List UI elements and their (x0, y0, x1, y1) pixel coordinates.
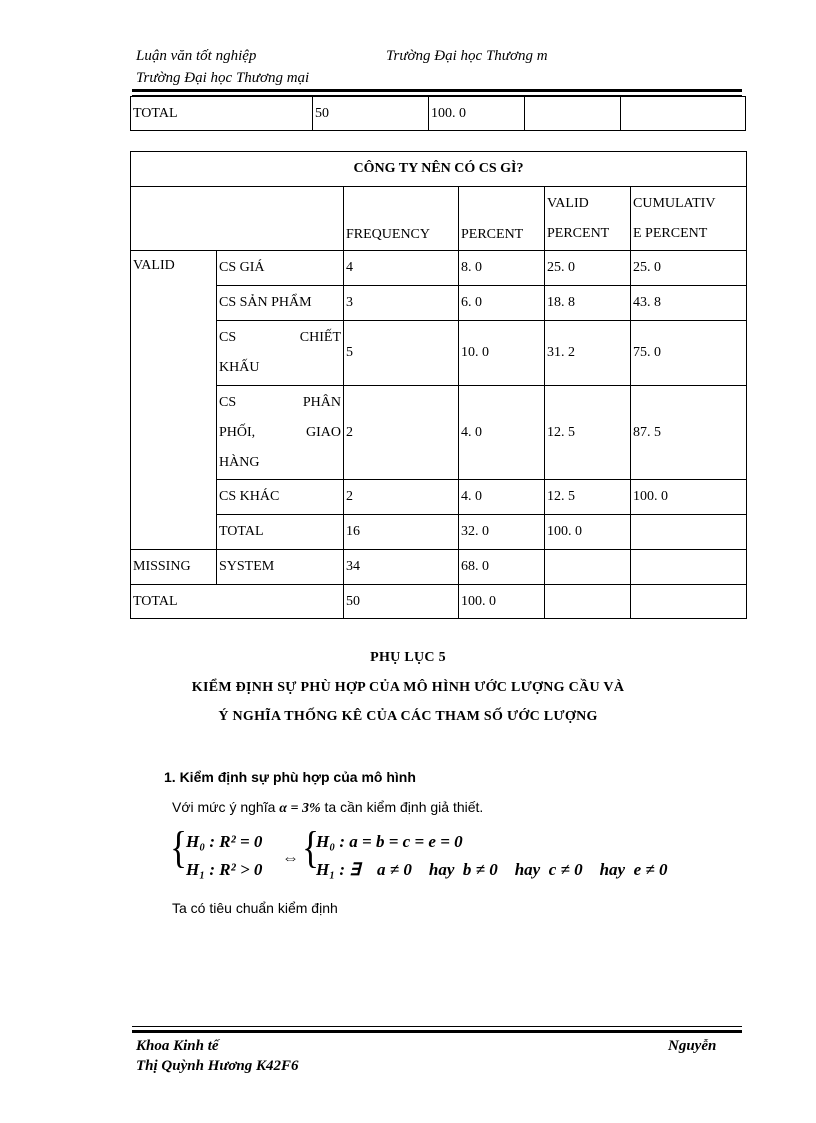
row-label: CS GIÁ (217, 251, 344, 286)
row-cumulative-percent (631, 515, 747, 550)
missing-valid-empty (545, 550, 631, 585)
table-title: CÔNG TY NÊN CÓ CS GÌ? (131, 152, 747, 187)
header-blank (131, 187, 344, 251)
footer-left-line1: Khoa Kinh tế (136, 1038, 219, 1054)
prev-table-total (130, 96, 746, 131)
header-frequency: FREQUENCY (344, 187, 459, 251)
section-paragraph-1 (172, 799, 483, 817)
total-valid-empty (545, 585, 631, 619)
row-valid-percent: 100. 0 (545, 515, 631, 550)
row-percent: 4. 0 (459, 386, 545, 480)
row-frequency: 3 (344, 286, 459, 321)
appendix-subtitle-2: Ý NGHĨA THỐNG KÊ CỦA CÁC THAM SỐ ƯỚC LƯỢNG (218, 709, 598, 724)
valid-label: VALID (131, 251, 217, 550)
footer-left-line2: Thị Quỳnh Hương K42F6 (136, 1058, 299, 1074)
para1-pre: Với mức ý nghĩa (172, 799, 280, 815)
row-valid-percent: 18. 8 (545, 286, 631, 321)
row-frequency: 16 (344, 515, 459, 550)
header-cumulative-percent (631, 187, 747, 251)
header-valid-l1: VALID (547, 195, 589, 211)
header-valid-l2: PERCENT (547, 225, 610, 241)
prev-total-percent: 100. 0 (429, 97, 525, 131)
table-row (131, 286, 747, 321)
right-brace: { (302, 823, 320, 872)
row-label: TOTAL (217, 515, 344, 550)
table-row (131, 251, 747, 286)
frequency-table (130, 151, 747, 619)
alpha-equation: α = 3% (279, 801, 321, 816)
row-frequency: 2 (344, 480, 459, 515)
total-frequency: 50 (344, 585, 459, 619)
footer-rule-thick (132, 1030, 742, 1033)
missing-frequency: 34 (344, 550, 459, 585)
hypothesis-left-h0: H₀ : R² = 0 (186, 832, 263, 851)
section-heading: 1. Kiểm định sự phù hợp của mô hình (164, 769, 416, 785)
row-frequency: 4 (344, 251, 459, 286)
row-label-multiline (217, 386, 344, 480)
header-cum-l1: CUMULATIV (633, 195, 716, 211)
row-label-multiline (217, 321, 344, 386)
row-label-l2: KHẤU (219, 360, 260, 375)
row-valid-percent: 12. 5 (545, 386, 631, 480)
total-cum-empty (631, 585, 747, 619)
row-cumulative-percent: 87. 5 (631, 386, 747, 480)
appendix-title: PHỤ LỤC 5 (370, 650, 446, 665)
left-brace: { (170, 823, 188, 872)
table-row (131, 386, 747, 480)
row-label: CS KHÁC (217, 480, 344, 515)
header-rule-thick (132, 89, 742, 92)
hypothesis-right-h1: H₁ : ∃ a ≠ 0 hay b ≠ 0 hay c ≠ 0 hay e ≠ 0 (316, 860, 668, 879)
row-valid-percent: 12. 5 (545, 480, 631, 515)
row-label-l1: CS CHIẾT (219, 330, 341, 345)
row-label-l1: CS PHÂN (219, 394, 341, 410)
header-left-line1: Luận văn tốt nghiệp (136, 48, 257, 64)
header-percent: PERCENT (459, 187, 545, 251)
row-cumulative-percent: 43. 8 (631, 286, 747, 321)
row-cumulative-percent: 25. 0 (631, 251, 747, 286)
row-cumulative-percent: 100. 0 (631, 480, 747, 515)
row-percent: 32. 0 (459, 515, 545, 550)
row-percent: 6. 0 (459, 286, 545, 321)
para1-post: ta cần kiểm định giả thiết. (320, 799, 484, 815)
header-valid-percent (545, 187, 631, 251)
header-left-line2: Trường Đại học Thương mại (136, 70, 310, 86)
row-frequency: 5 (344, 321, 459, 386)
appendix-subtitle-1: KIỂM ĐỊNH SỰ PHÙ HỢP CỦA MÔ HÌNH ƯỚC LƯỢNG CẦU VÀ (191, 680, 625, 695)
table-row (131, 480, 747, 515)
row-label-l3: HÀNG (219, 454, 260, 470)
iff-symbol: ⇔ (282, 848, 299, 867)
prev-total-cumulative (621, 97, 746, 131)
footer-right-line1: Nguyễn (668, 1038, 717, 1054)
missing-cum-empty (631, 550, 747, 585)
row-valid-percent: 31. 2 (545, 321, 631, 386)
missing-percent: 68. 0 (459, 550, 545, 585)
prev-total-frequency: 50 (313, 97, 429, 131)
total-label: TOTAL (131, 585, 344, 619)
header-cum-l2: E PERCENT (633, 225, 708, 241)
section-paragraph-2: Ta có tiêu chuẩn kiểm định (172, 900, 338, 916)
missing-sublabel: SYSTEM (217, 550, 344, 585)
total-percent: 100. 0 (459, 585, 545, 619)
footer-rule-thin (132, 1026, 742, 1027)
row-percent: 10. 0 (459, 321, 545, 386)
row-cumulative-percent: 75. 0 (631, 321, 747, 386)
table-row (131, 515, 747, 550)
hypothesis-left-h1: H₁ : R² > 0 (186, 860, 263, 879)
hypothesis-right-h0: H₀ : a = b = c = e = 0 (316, 832, 463, 851)
missing-label: MISSING (131, 550, 217, 585)
table-row-missing (131, 550, 747, 585)
row-label: CS SẢN PHẨM (217, 286, 344, 321)
row-valid-percent: 25. 0 (545, 251, 631, 286)
row-percent: 8. 0 (459, 251, 545, 286)
header-center-line1: Trường Đại học Thương m (386, 48, 548, 64)
prev-total-valid (525, 97, 621, 131)
table-row-total (131, 585, 747, 619)
prev-total-label: TOTAL (131, 97, 313, 131)
row-percent: 4. 0 (459, 480, 545, 515)
row-label-l2: PHỐI, GIAO (219, 424, 341, 440)
row-frequency: 2 (344, 386, 459, 480)
table-row (131, 321, 747, 386)
